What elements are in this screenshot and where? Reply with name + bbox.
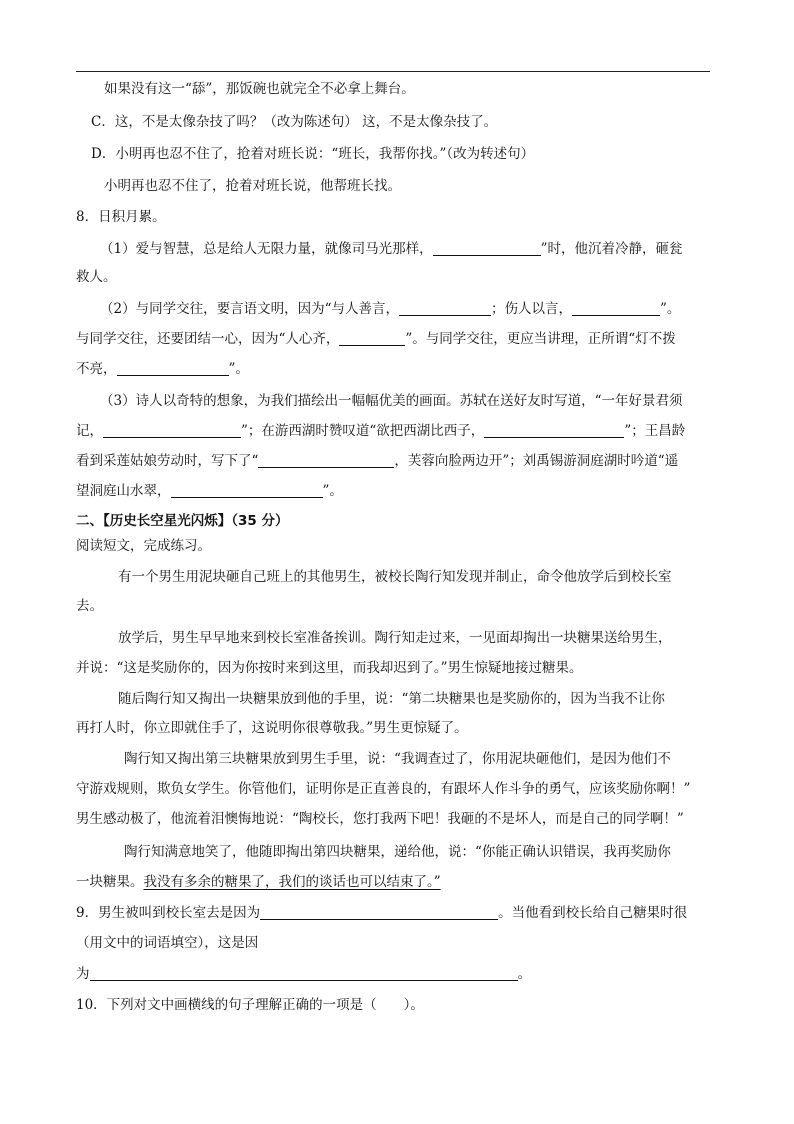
- passage-para3-line2: 再打人时，你立即就住手了，这说明你很尊敬我。”男生更惊疑了。: [76, 720, 468, 736]
- q8-item3-blank2[interactable]: [484, 423, 624, 438]
- passage-para4-line1: 陶行知又掏出第三块糖果放到男生手里，说：“我调查过了，你用泥块砸他们，是因为他们不: [124, 751, 671, 767]
- q9-blank1[interactable]: [260, 905, 498, 920]
- q9-text-d: 为: [76, 966, 90, 982]
- q8-item2-line1: [100, 300, 680, 318]
- q7-option-d-answer: 小明再也忍不住了，抢着对班长说，他帮班长找。: [104, 178, 401, 194]
- header-rule: [76, 71, 710, 72]
- passage-para2-line1: 放学后，男生早早地来到校长室准备挨训。陶行知走过来，一见面却掏出一块糖果送给男生，: [118, 630, 672, 646]
- q8-item2-text-b: ；伤人以言，: [491, 301, 572, 317]
- passage-para5-line1: 陶行知满意地笑了，他随即掏出第四块糖果，递给他，说：“你能正确认识错误，我再奖励你: [124, 844, 671, 860]
- q8-item1-line2: 救人。: [76, 269, 117, 285]
- q7-text-line: 如果没有这一“舔”，那饭碗也就完全不必拿上舞台。: [104, 81, 415, 97]
- passage-para1-line1: 有一个男生用泥块砸自己班上的其他男生，被校长陶行知发现并制止，命令他放学后到校长室: [118, 569, 672, 585]
- q8-item3-text-c: ”；在游西湖时赞叹道“欲把西湖比西子，: [241, 423, 485, 439]
- q8-title: 8．日积月累。: [76, 209, 166, 225]
- q7-option-d: D．小明再也忍不住了，抢着对班长说：“班长，我帮你找。”（改为转述句）: [91, 146, 535, 162]
- section2-title: 二、【历史长空星光闪烁】（35 分）: [76, 513, 289, 529]
- q10-text: 10．下列对文中画横线的句子理解正确的一项是（ ）。: [76, 997, 424, 1013]
- underlined-sentence: 我没有多余的糖果了，我们的谈话也可以结束了。”: [143, 874, 441, 890]
- q8-item3-text-f: ，芙蓉向脸两边开”；刘禹锡游洞庭湖时吟道“遥: [394, 453, 679, 469]
- q8-item2-text-f: 不亮，: [76, 361, 117, 377]
- q9-text-a: 9．男生被叫到校长室去是因为: [76, 905, 261, 921]
- q9-text-e: 。: [517, 966, 531, 982]
- q9-text-b: 。当他看到校长给自己糖果时很: [498, 905, 688, 921]
- q8-item1-text-b: ”时，他沉着冷静，砸瓮: [540, 241, 683, 257]
- q8-item2-line3: [76, 360, 249, 378]
- q9-line3: [76, 965, 531, 983]
- q8-item3-text-h: ”。: [322, 483, 343, 499]
- q8-item3-text-d: ”；王昌龄: [624, 423, 686, 439]
- section2-instruction: 阅读短文，完成练习。: [76, 538, 211, 554]
- q8-item2-text-c: ”。: [660, 301, 681, 317]
- q8-item3-line2: [76, 422, 685, 440]
- q8-item3-blank1[interactable]: [103, 423, 241, 438]
- passage-para2-line2: 并说：“这是奖励你的，因为你按时来到这里，而我却迟到了。”男生惊疑地接过糖果。: [76, 660, 583, 676]
- q8-item2-blank1[interactable]: [399, 301, 491, 316]
- q8-item3-line1: （3）诗人以奇特的想象，为我们描绘出一幅幅优美的画面。苏轼在送好友时写道，“一年好景君须: [100, 393, 683, 409]
- q8-item3-line4: [76, 482, 343, 500]
- passage-para5-text: 一块糖果。: [76, 874, 144, 890]
- passage-para1-line2: 去。: [76, 598, 103, 614]
- passage-para4-line3: 男生感动极了，他流着泪懊悔地说：“陶校长，您打我两下吧！我砸的不是坏人，而是自己的同学啊！”: [76, 811, 684, 827]
- passage-para3-line1: 随后陶行知又掏出一块糖果放到他的手里，说：“第二块糖果也是奖励你的，因为当我不让你: [118, 691, 665, 707]
- q8-item3-text-g: 望洞庭山水翠，: [76, 483, 171, 499]
- q8-item1-text-a: （1）爱与智慧，总是给人无限力量，就像司马光那样，: [100, 241, 433, 257]
- q8-item2-text-g: ”。: [228, 361, 249, 377]
- q8-item2-blank3[interactable]: [339, 331, 405, 346]
- q7-option-c: C．这，不是太像杂技了吗？（改为陈述句） 这，不是太像杂技了。: [91, 114, 498, 130]
- q8-item3-text-b: 记，: [76, 423, 103, 439]
- q8-item1-blank[interactable]: [433, 241, 541, 256]
- q8-item2-text-a: （2）与同学交往，要言语文明，因为“与人善言，: [100, 301, 399, 317]
- q8-item3-text-e: 看到采莲姑娘劳动时，写下了“: [76, 453, 259, 469]
- passage-para5-line2: [76, 873, 441, 891]
- q8-item2-text-e: ”。与同学交往，更应当讲理，正所谓“灯不拨: [405, 331, 676, 347]
- q9-blank2[interactable]: [90, 966, 518, 981]
- q9-line1: [76, 904, 687, 922]
- q8-item2-text-d: 与同学交往，还要团结一心，因为“人心齐，: [76, 331, 340, 347]
- q8-item3-line3: [76, 452, 678, 470]
- q8-item3-blank3[interactable]: [258, 453, 394, 468]
- q9-line2: （用文中的词语填空），这是因: [76, 935, 259, 951]
- q8-item3-blank4[interactable]: [171, 483, 323, 498]
- q8-item2-line2: [76, 330, 676, 348]
- passage-para4-line2: 守游戏规则，欺负女学生。你管他们，证明你是正直善良的，有跟坏人作斗争的勇气，应该奖励你啊！”: [76, 781, 691, 797]
- q8-item1-line1: [100, 240, 683, 258]
- q8-item2-blank4[interactable]: [117, 361, 229, 376]
- q8-item2-blank2[interactable]: [572, 301, 660, 316]
